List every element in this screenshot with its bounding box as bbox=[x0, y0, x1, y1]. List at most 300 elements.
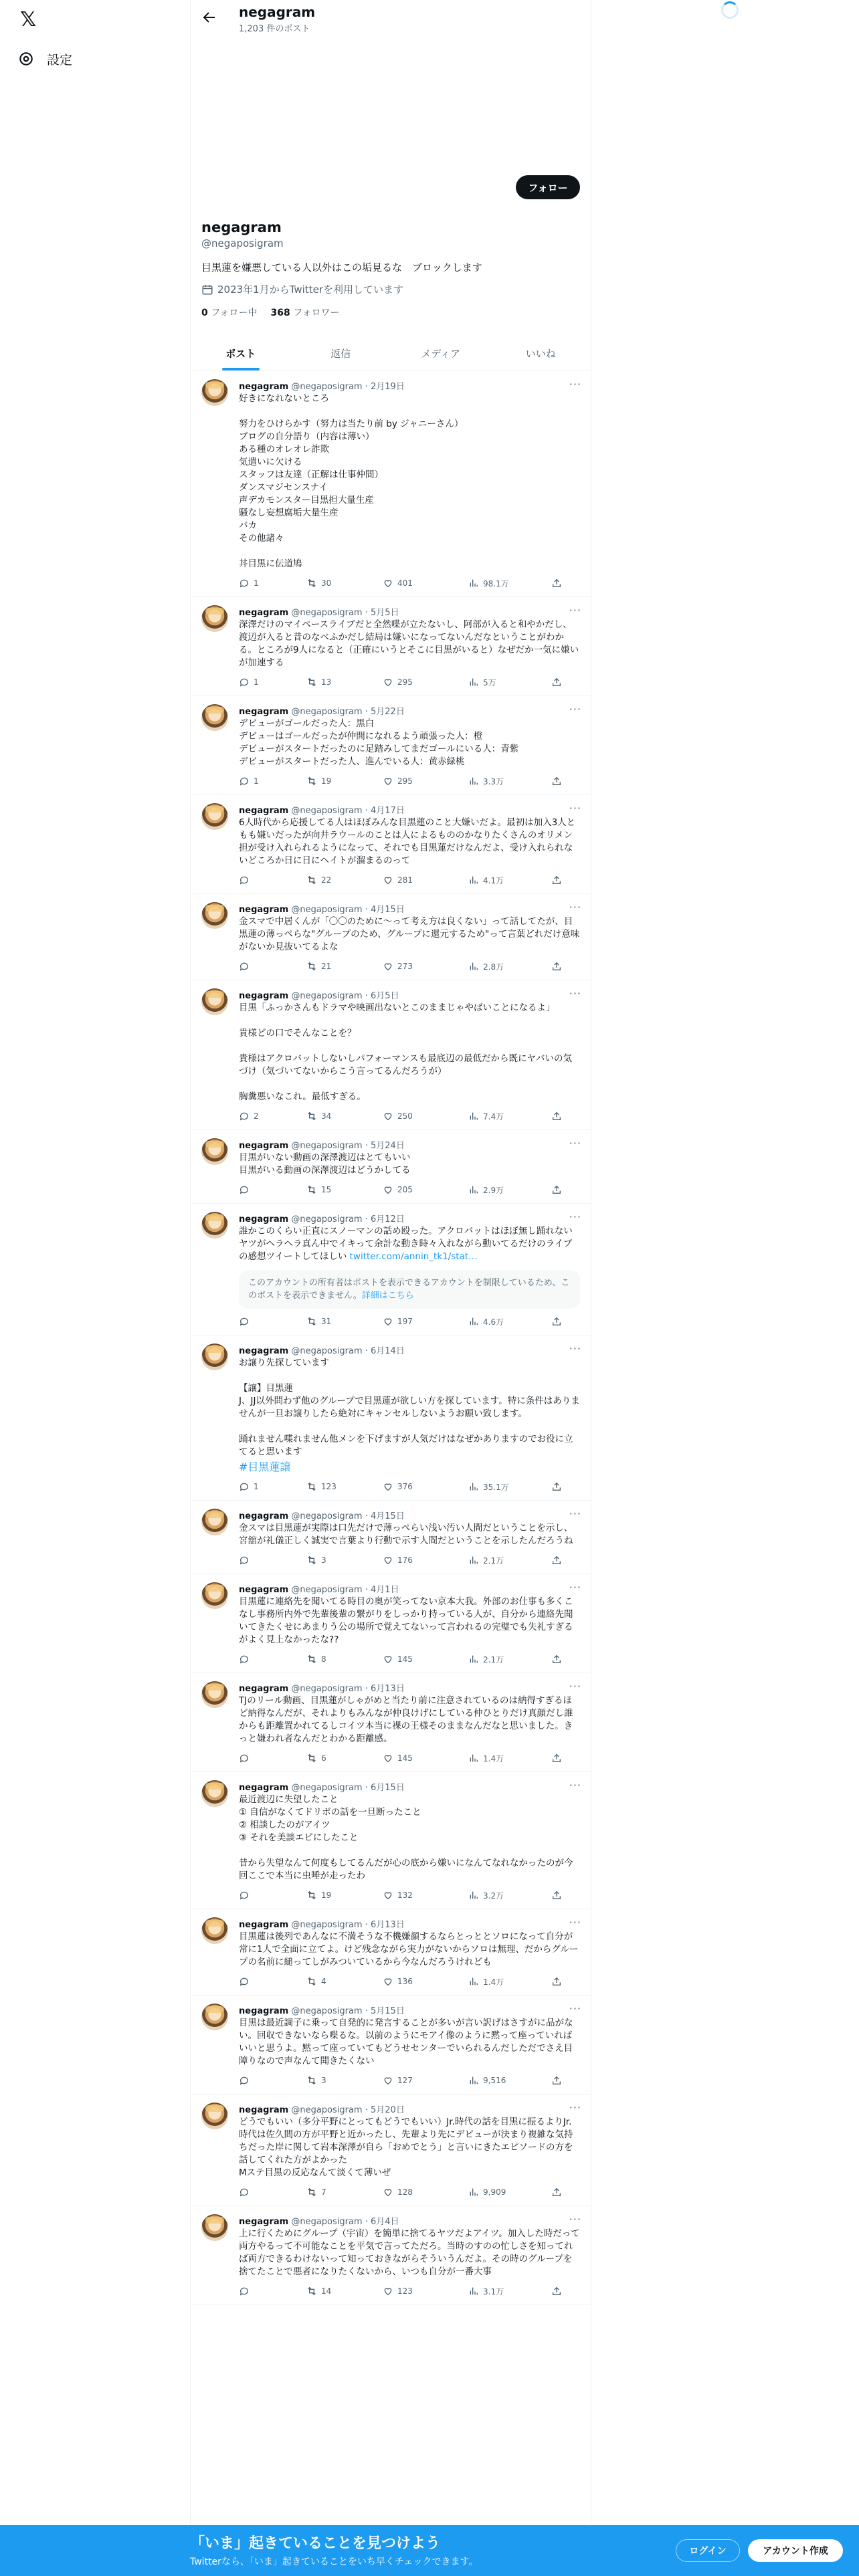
tweet-author-handle[interactable]: @negaposigram bbox=[291, 1141, 363, 1151]
tweet-actions bbox=[239, 774, 580, 788]
tab-likes[interactable]: いいね bbox=[525, 348, 556, 360]
views-button[interactable] bbox=[468, 1890, 551, 1901]
like-button[interactable] bbox=[383, 776, 468, 786]
views-button[interactable] bbox=[468, 776, 551, 787]
tweet-date-separator: · bbox=[365, 1585, 371, 1595]
tab-posts[interactable]: ポスト bbox=[191, 336, 291, 370]
avatar[interactable] bbox=[201, 1138, 228, 1165]
share-button[interactable] bbox=[551, 961, 562, 972]
tweet-body: 最近渡辺に失望したこと ① 自信がなくてドリボの話を一旦断ったこと ② 相談したのがアイツ ③ それを美談エピにしたこと 昔から失望なんて何度もしてるんだが心の底から嫌いになんてなれなかったのが今回ここで本当に虫唾が走ったわ bbox=[239, 1794, 573, 1881]
more-options-icon[interactable]: ··· bbox=[569, 1916, 581, 1929]
views-button[interactable] bbox=[468, 578, 551, 589]
avatar[interactable] bbox=[201, 803, 228, 830]
tweet-author-name[interactable]: negagram bbox=[239, 1585, 289, 1595]
tweet-author-name[interactable]: negagram bbox=[239, 1511, 289, 1521]
timeline bbox=[191, 371, 591, 2305]
tweet-body: 目黒蓮は後列であんなに不満そうな不機嫌顔するならとっととソロになって自分が常に1人で全面に立てよ。けど残念ながら実力がないからソロは無理、だからグループの名前に縋ってしがみついているから今なんだろうけれども bbox=[239, 1931, 579, 1967]
retweet-button[interactable] bbox=[306, 2286, 383, 2296]
more-options-icon[interactable]: ··· bbox=[569, 901, 581, 914]
share-button[interactable] bbox=[551, 578, 562, 588]
views-button[interactable] bbox=[468, 1184, 551, 1196]
share-button[interactable] bbox=[551, 875, 562, 885]
bar-chart-icon bbox=[468, 2187, 479, 2197]
like-button[interactable] bbox=[383, 677, 468, 687]
share-button[interactable] bbox=[551, 2286, 562, 2296]
tweet-date[interactable]: 5月24日 bbox=[371, 1141, 405, 1151]
retweet-button[interactable] bbox=[306, 875, 383, 885]
profile-banner bbox=[191, 35, 591, 169]
reply-button[interactable] bbox=[239, 1184, 306, 1195]
like-count: 176 bbox=[397, 1555, 413, 1565]
bar-chart-icon bbox=[468, 2286, 479, 2296]
tweet-date-separator: · bbox=[365, 1783, 371, 1793]
avatar[interactable] bbox=[201, 2214, 228, 2241]
like-button[interactable] bbox=[383, 1890, 468, 1901]
reply-button[interactable] bbox=[239, 677, 306, 687]
more-options-icon[interactable]: ··· bbox=[569, 987, 581, 1000]
views-button[interactable] bbox=[468, 2075, 551, 2086]
tweet-author-handle[interactable]: @negaposigram bbox=[291, 1783, 363, 1793]
tweet-body: 金スマは目黒蓮が実際は口先だけで薄っぺらい浅い汚い人間だということを示し、宮舘が礼儀正しく誠実で言葉より行動で示す人間だということを示したんだろうね bbox=[239, 1523, 573, 1546]
tweet[interactable] bbox=[191, 795, 591, 894]
tweet-author-name[interactable]: negagram bbox=[239, 1346, 289, 1356]
retweet-icon bbox=[306, 1481, 317, 1492]
view-count: 7.4万 bbox=[483, 1111, 504, 1121]
reply-button[interactable] bbox=[239, 1316, 306, 1327]
retweet-count: 4 bbox=[321, 1977, 326, 1986]
retweet-count: 19 bbox=[321, 776, 332, 786]
tweet-link[interactable]: twitter.com/annin_tk1/stat… bbox=[349, 1251, 478, 1262]
more-options-icon[interactable]: ··· bbox=[569, 2213, 581, 2226]
tweet-author-name[interactable]: negagram bbox=[239, 2006, 289, 2016]
back-arrow-icon[interactable] bbox=[201, 9, 217, 25]
like-button[interactable] bbox=[383, 1654, 468, 1665]
tweet-body: お譲り先探しています 【譲】目黒蓮 J、JJ以外問わず他のグループで目黒蓮が欲しい方を探しています。特に条件はありませんが一旦お譲りしたら絶対にキャンセルしないようお願い致します。 踊れません喋れません他メンを下げますが人気だけはなぜかありますのでお役に立てると思います bbox=[239, 1358, 580, 1457]
share-button[interactable] bbox=[551, 1184, 562, 1195]
tweet[interactable] bbox=[191, 1204, 591, 1335]
share-button[interactable] bbox=[551, 1890, 562, 1901]
tweet-author-handle[interactable]: @negaposigram bbox=[291, 608, 363, 618]
tweet-author-name[interactable]: negagram bbox=[239, 991, 289, 1001]
tweet-author-handle[interactable]: @negaposigram bbox=[291, 1346, 363, 1356]
more-options-icon[interactable]: ··· bbox=[569, 802, 581, 815]
retweet-button[interactable] bbox=[306, 1976, 383, 1987]
tweet-actions bbox=[239, 2284, 580, 2298]
avatar[interactable] bbox=[201, 988, 228, 1015]
more-options-icon[interactable]: ··· bbox=[569, 703, 581, 716]
tweet-date[interactable]: 5月22日 bbox=[371, 707, 405, 717]
share-icon bbox=[551, 2187, 562, 2197]
retweet-button[interactable] bbox=[306, 1481, 383, 1492]
tweet-date[interactable]: 6月13日 bbox=[371, 1684, 405, 1694]
reply-icon bbox=[239, 1890, 250, 1901]
like-button[interactable] bbox=[383, 1481, 468, 1492]
like-count: 136 bbox=[397, 1977, 413, 1986]
retweet-icon bbox=[306, 961, 317, 972]
tweet-author-name[interactable]: negagram bbox=[239, 1920, 289, 1930]
retweet-icon bbox=[306, 677, 317, 687]
followers-link[interactable] bbox=[271, 306, 340, 319]
avatar[interactable] bbox=[201, 1344, 228, 1370]
retweet-count: 22 bbox=[321, 875, 332, 885]
tweet[interactable] bbox=[191, 371, 591, 597]
tweet-date[interactable]: 5月20日 bbox=[371, 2105, 405, 2115]
tweet-actions bbox=[239, 1975, 580, 1988]
tweet-actions bbox=[239, 1751, 580, 1765]
reply-icon bbox=[239, 1184, 250, 1195]
tweet-header bbox=[239, 803, 580, 815]
retweet-icon bbox=[306, 1111, 317, 1121]
tweet[interactable] bbox=[191, 1909, 591, 1996]
tweet[interactable] bbox=[191, 597, 591, 696]
retweet-button[interactable] bbox=[306, 2075, 383, 2086]
share-icon bbox=[551, 776, 562, 786]
more-options-icon[interactable]: ··· bbox=[569, 1137, 581, 1150]
tweet[interactable] bbox=[191, 1501, 591, 1574]
avatar[interactable] bbox=[201, 704, 228, 731]
bar-chart-icon bbox=[468, 1555, 479, 1566]
view-count: 5万 bbox=[483, 677, 496, 687]
view-count: 9,516 bbox=[483, 2076, 506, 2085]
retweet-icon bbox=[306, 1753, 317, 1763]
retweet-button[interactable] bbox=[306, 2187, 383, 2197]
tweet-text bbox=[239, 1522, 580, 1547]
tweet-body: 目黒がいない動画の深澤渡辺はとてもいい 目黒がいる動画の深澤渡辺はどうかしてる bbox=[239, 1152, 411, 1176]
view-count: 2.9万 bbox=[483, 1185, 504, 1195]
more-options-icon[interactable]: ··· bbox=[569, 1779, 581, 1792]
tweet-author-name[interactable]: negagram bbox=[239, 1783, 289, 1793]
share-button[interactable] bbox=[551, 1111, 562, 1121]
reply-icon bbox=[239, 2075, 250, 2086]
gear-icon bbox=[17, 50, 35, 68]
tweet-body: 目黒「ふっかさんもドラマや映画出ないとこのままじゃやばいことになるよ」 貴様どの口でそんなことを？ 貴様はアクロバットしないしパフォーマンスも最底辺の最低だから既にヤバいの気づけ（気づいてないからこう言ってるんだろうが） 胸糞悪いなこれ。最低すぎる。 bbox=[239, 1002, 573, 1102]
tweet-author-handle[interactable]: @negaposigram bbox=[291, 707, 363, 717]
avatar[interactable] bbox=[201, 2004, 228, 2030]
tweet-date[interactable]: 4月15日 bbox=[371, 1511, 405, 1521]
views-button[interactable] bbox=[468, 961, 551, 972]
tweet[interactable] bbox=[191, 2095, 591, 2206]
tweet-hashtag[interactable]: #目黒蓮譲 bbox=[239, 1461, 291, 1473]
tweet-author-handle[interactable]: @negaposigram bbox=[291, 905, 363, 915]
like-button[interactable] bbox=[383, 2075, 468, 2086]
tweet-date[interactable]: 6月14日 bbox=[371, 1346, 405, 1356]
tweet-date[interactable]: 6月5日 bbox=[371, 991, 399, 1001]
share-button[interactable] bbox=[551, 1316, 562, 1327]
tweet-text bbox=[239, 1596, 580, 1646]
bar-chart-icon bbox=[468, 1976, 479, 1987]
left-nav bbox=[0, 0, 190, 2576]
retweet-count: 123 bbox=[321, 1482, 337, 1491]
views-button[interactable] bbox=[468, 677, 551, 688]
reply-button[interactable] bbox=[239, 1753, 306, 1763]
tweet-author-handle[interactable]: @negaposigram bbox=[291, 1511, 363, 1521]
avatar[interactable] bbox=[201, 1582, 228, 1609]
more-options-icon[interactable]: ··· bbox=[569, 2101, 581, 2114]
reply-button[interactable] bbox=[239, 2286, 306, 2296]
reply-icon bbox=[239, 2187, 250, 2197]
tweet-actions bbox=[239, 960, 580, 973]
avatar[interactable] bbox=[201, 605, 228, 632]
retweet-button[interactable] bbox=[306, 1753, 383, 1763]
like-button[interactable] bbox=[383, 875, 468, 885]
signup-button[interactable]: アカウント作成 bbox=[748, 2539, 843, 2562]
tweet[interactable] bbox=[191, 894, 591, 980]
share-icon bbox=[551, 677, 562, 687]
tweet-author-handle[interactable]: @negaposigram bbox=[291, 2217, 363, 2227]
bar-chart-icon bbox=[468, 1184, 479, 1195]
nav-settings-label: 設定 bbox=[47, 52, 73, 68]
tweet-author-name[interactable]: negagram bbox=[239, 1141, 289, 1151]
tweet-author-name[interactable]: negagram bbox=[239, 1214, 289, 1224]
bottom-bar-subtitle: Twitterなら、「いま」起きていることをいち早くチェックできます。 bbox=[190, 2557, 478, 2567]
retweet-button[interactable] bbox=[306, 1184, 383, 1195]
retweet-icon bbox=[306, 2286, 317, 2296]
view-count: 2.1万 bbox=[483, 1654, 504, 1665]
tweet-author-name[interactable]: negagram bbox=[239, 2217, 289, 2227]
tab-media[interactable]: メディア bbox=[421, 348, 461, 360]
like-button[interactable] bbox=[383, 578, 468, 588]
tweet-text bbox=[239, 718, 580, 768]
tweet-date-separator: · bbox=[365, 382, 371, 392]
views-button[interactable] bbox=[468, 1976, 551, 1988]
reply-button[interactable] bbox=[239, 1555, 306, 1566]
like-count: 250 bbox=[397, 1111, 413, 1121]
tweet-author-handle[interactable]: @negaposigram bbox=[291, 382, 363, 392]
retweet-button[interactable] bbox=[306, 776, 383, 786]
like-button[interactable] bbox=[383, 1111, 468, 1121]
tweet-author-name[interactable]: negagram bbox=[239, 608, 289, 618]
share-button[interactable] bbox=[551, 1753, 562, 1763]
reply-icon bbox=[239, 1111, 250, 1121]
like-button[interactable] bbox=[383, 1976, 468, 1987]
following-link[interactable] bbox=[201, 306, 258, 319]
tweet-date[interactable]: 6月15日 bbox=[371, 1783, 405, 1793]
views-button[interactable] bbox=[468, 1753, 551, 1764]
reply-button[interactable] bbox=[239, 2075, 306, 2086]
reply-button[interactable] bbox=[239, 1976, 306, 1987]
avatar[interactable] bbox=[201, 1509, 228, 1535]
retweet-button[interactable] bbox=[306, 1654, 383, 1665]
more-options-icon[interactable]: ··· bbox=[569, 1507, 581, 1520]
tweet-author-name[interactable]: negagram bbox=[239, 905, 289, 915]
tweet-date-separator: · bbox=[365, 1214, 371, 1224]
tweet[interactable] bbox=[191, 980, 591, 1130]
more-options-icon[interactable]: ··· bbox=[569, 378, 581, 391]
heart-icon bbox=[383, 961, 393, 972]
tweet[interactable] bbox=[191, 1772, 591, 1909]
nav-settings[interactable] bbox=[17, 45, 72, 72]
share-button[interactable] bbox=[551, 1976, 562, 1987]
views-button[interactable] bbox=[468, 875, 551, 886]
tweet-actions bbox=[239, 1109, 580, 1123]
tab-replies[interactable]: 返信 bbox=[330, 348, 351, 360]
avatar[interactable] bbox=[201, 1917, 228, 1944]
tweet-actions bbox=[239, 1652, 580, 1666]
share-button[interactable] bbox=[551, 776, 562, 786]
tweet-date-separator: · bbox=[365, 1684, 371, 1694]
retweet-icon bbox=[306, 2075, 317, 2086]
views-button[interactable] bbox=[468, 1481, 551, 1493]
login-button[interactable]: ログイン bbox=[676, 2539, 740, 2562]
header-name: negagram bbox=[239, 4, 316, 20]
tweet[interactable] bbox=[191, 696, 591, 795]
reply-button[interactable] bbox=[239, 1890, 306, 1901]
retweet-button[interactable] bbox=[306, 1111, 383, 1121]
reply-button[interactable] bbox=[239, 961, 306, 972]
tweet-date-separator: · bbox=[365, 905, 371, 915]
tweet-actions bbox=[239, 1183, 580, 1196]
share-button[interactable] bbox=[551, 2075, 562, 2086]
views-button[interactable] bbox=[468, 2286, 551, 2297]
reply-button[interactable] bbox=[239, 2187, 306, 2197]
more-options-icon[interactable]: ··· bbox=[569, 1342, 581, 1355]
reply-icon bbox=[239, 1753, 250, 1763]
share-button[interactable] bbox=[551, 2187, 562, 2197]
tweet-date-separator: · bbox=[365, 2105, 371, 2115]
tweet-author-handle[interactable]: @negaposigram bbox=[291, 1684, 363, 1694]
avatar[interactable] bbox=[201, 1780, 228, 1807]
tweet-author-name[interactable]: negagram bbox=[239, 707, 289, 717]
reply-button[interactable] bbox=[239, 1481, 306, 1492]
profile-joined-text: 2023年1月からTwitterを利用しています bbox=[217, 284, 403, 296]
follow-button[interactable]: フォロー bbox=[516, 175, 580, 199]
tweet-date[interactable]: 6月12日 bbox=[371, 1214, 405, 1224]
tweet-header bbox=[239, 902, 580, 914]
tweet-author-handle[interactable]: @negaposigram bbox=[291, 806, 363, 816]
share-icon bbox=[551, 1890, 562, 1901]
profile-bio: 目黒蓮を嫌悪している人以外はこの垢見るな ブロックします bbox=[201, 261, 482, 274]
like-button[interactable] bbox=[383, 1753, 468, 1763]
views-button[interactable] bbox=[468, 1111, 551, 1122]
reply-button[interactable] bbox=[239, 1654, 306, 1665]
tweet-author-name[interactable]: negagram bbox=[239, 806, 289, 816]
tweet[interactable] bbox=[191, 2206, 591, 2305]
reply-count: 2 bbox=[254, 1111, 259, 1121]
tweet[interactable] bbox=[191, 1673, 591, 1772]
avatar[interactable] bbox=[201, 2103, 228, 2129]
tweet-date[interactable]: 4月1日 bbox=[371, 1585, 399, 1595]
tweet-body: 深澤だけのマイペースライブだと全然喋が立たないし、阿部が入ると和やかだし、渡辺が入ると昔のなべふかだし結局は嫌いになってないんだなということがわかる。ところが9人になると（正確にいうとそこに目黒がいると）なぜだか一気に嫌いが加速する bbox=[239, 619, 579, 668]
reply-button[interactable] bbox=[239, 875, 306, 885]
reply-button[interactable] bbox=[239, 776, 306, 786]
loading-spinner-icon bbox=[721, 1, 739, 19]
retweet-count: 30 bbox=[321, 578, 332, 588]
profile-follow-stats bbox=[201, 306, 580, 319]
tweet-date[interactable]: 2月19日 bbox=[371, 382, 405, 392]
tweet-author-handle[interactable]: @negaposigram bbox=[291, 1214, 363, 1224]
more-options-icon[interactable]: ··· bbox=[569, 1210, 581, 1223]
share-button[interactable] bbox=[551, 1654, 562, 1665]
retweet-button[interactable] bbox=[306, 1555, 383, 1566]
tweet-date[interactable]: 4月15日 bbox=[371, 905, 405, 915]
share-button[interactable] bbox=[551, 677, 562, 687]
tweet-date-separator: · bbox=[365, 608, 371, 618]
like-button[interactable] bbox=[383, 1316, 468, 1327]
retweet-count: 3 bbox=[321, 2076, 326, 2085]
tweet-author-handle[interactable]: @negaposigram bbox=[291, 2105, 363, 2115]
tweet[interactable] bbox=[191, 1130, 591, 1204]
tweet[interactable] bbox=[191, 1996, 591, 2095]
views-button[interactable] bbox=[468, 1654, 551, 1665]
share-icon bbox=[551, 1111, 562, 1121]
like-button[interactable] bbox=[383, 1555, 468, 1566]
profile-name: negagram bbox=[201, 219, 282, 235]
tweet-author-handle[interactable]: @negaposigram bbox=[291, 2006, 363, 2016]
tweet-date[interactable]: 4月17日 bbox=[371, 806, 405, 816]
share-button[interactable] bbox=[551, 1555, 562, 1566]
like-button[interactable] bbox=[383, 1184, 468, 1195]
retweet-count: 34 bbox=[321, 1111, 332, 1121]
reply-button[interactable] bbox=[239, 1111, 306, 1121]
profile-handle: @negaposigram bbox=[201, 237, 284, 249]
tweet-author-handle[interactable]: @negaposigram bbox=[291, 1585, 363, 1595]
tweet-header bbox=[239, 1681, 580, 1693]
views-button[interactable] bbox=[468, 1555, 551, 1566]
retweet-count: 14 bbox=[321, 2286, 332, 2296]
more-options-icon[interactable]: ··· bbox=[569, 1680, 581, 1693]
like-button[interactable] bbox=[383, 2187, 468, 2197]
tweet[interactable] bbox=[191, 1335, 591, 1501]
views-button[interactable] bbox=[468, 2187, 551, 2197]
reply-button[interactable] bbox=[239, 578, 306, 588]
tweet-author-handle[interactable]: @negaposigram bbox=[291, 1920, 363, 1930]
share-button[interactable] bbox=[551, 1481, 562, 1492]
x-logo-icon[interactable]: 𝕏 bbox=[20, 8, 37, 31]
more-options-icon[interactable]: ··· bbox=[569, 1581, 581, 1594]
avatar[interactable] bbox=[201, 1681, 228, 1708]
views-button[interactable] bbox=[468, 1316, 551, 1327]
avatar[interactable] bbox=[201, 902, 228, 929]
tweet-text bbox=[239, 1152, 580, 1177]
share-icon bbox=[551, 1654, 562, 1665]
tweet-text bbox=[239, 1931, 580, 1969]
more-options-icon[interactable]: ··· bbox=[569, 604, 581, 617]
tweet-author-name[interactable]: negagram bbox=[239, 1684, 289, 1694]
quote-unavailable-box bbox=[239, 1270, 580, 1309]
retweet-button[interactable] bbox=[306, 677, 383, 687]
like-button[interactable] bbox=[383, 961, 468, 972]
avatar[interactable] bbox=[201, 379, 228, 406]
like-count: 295 bbox=[397, 776, 413, 786]
tweet-date[interactable]: 5月5日 bbox=[371, 608, 399, 618]
retweet-button[interactable] bbox=[306, 961, 383, 972]
retweet-button[interactable] bbox=[306, 578, 383, 588]
like-count: 127 bbox=[397, 2076, 413, 2085]
quote-details-link[interactable]: 詳細はこちら bbox=[361, 1291, 414, 1301]
like-count: 205 bbox=[397, 1185, 413, 1194]
tweet-text bbox=[239, 817, 580, 867]
tweet[interactable] bbox=[191, 1574, 591, 1673]
tweet-date-separator: · bbox=[365, 1511, 371, 1521]
like-count: 145 bbox=[397, 1654, 413, 1664]
retweet-button[interactable] bbox=[306, 1890, 383, 1901]
tweet-date[interactable]: 5月15日 bbox=[371, 2006, 405, 2016]
retweet-button[interactable] bbox=[306, 1316, 383, 1327]
like-button[interactable] bbox=[383, 2286, 468, 2296]
share-icon bbox=[551, 1184, 562, 1195]
tweet-author-handle[interactable]: @negaposigram bbox=[291, 991, 363, 1001]
tweet-author-name[interactable]: negagram bbox=[239, 382, 289, 392]
tweet-date[interactable]: 6月13日 bbox=[371, 1920, 405, 1930]
view-count: 3.1万 bbox=[483, 2286, 504, 2296]
tweet-author-name[interactable]: negagram bbox=[239, 2105, 289, 2115]
more-options-icon[interactable]: ··· bbox=[569, 2002, 581, 2015]
bar-chart-icon bbox=[468, 578, 479, 588]
tweet-actions bbox=[239, 576, 580, 590]
avatar[interactable] bbox=[201, 1212, 228, 1239]
tweet-date[interactable]: 6月4日 bbox=[371, 2217, 399, 2227]
tweet-header bbox=[239, 605, 580, 617]
